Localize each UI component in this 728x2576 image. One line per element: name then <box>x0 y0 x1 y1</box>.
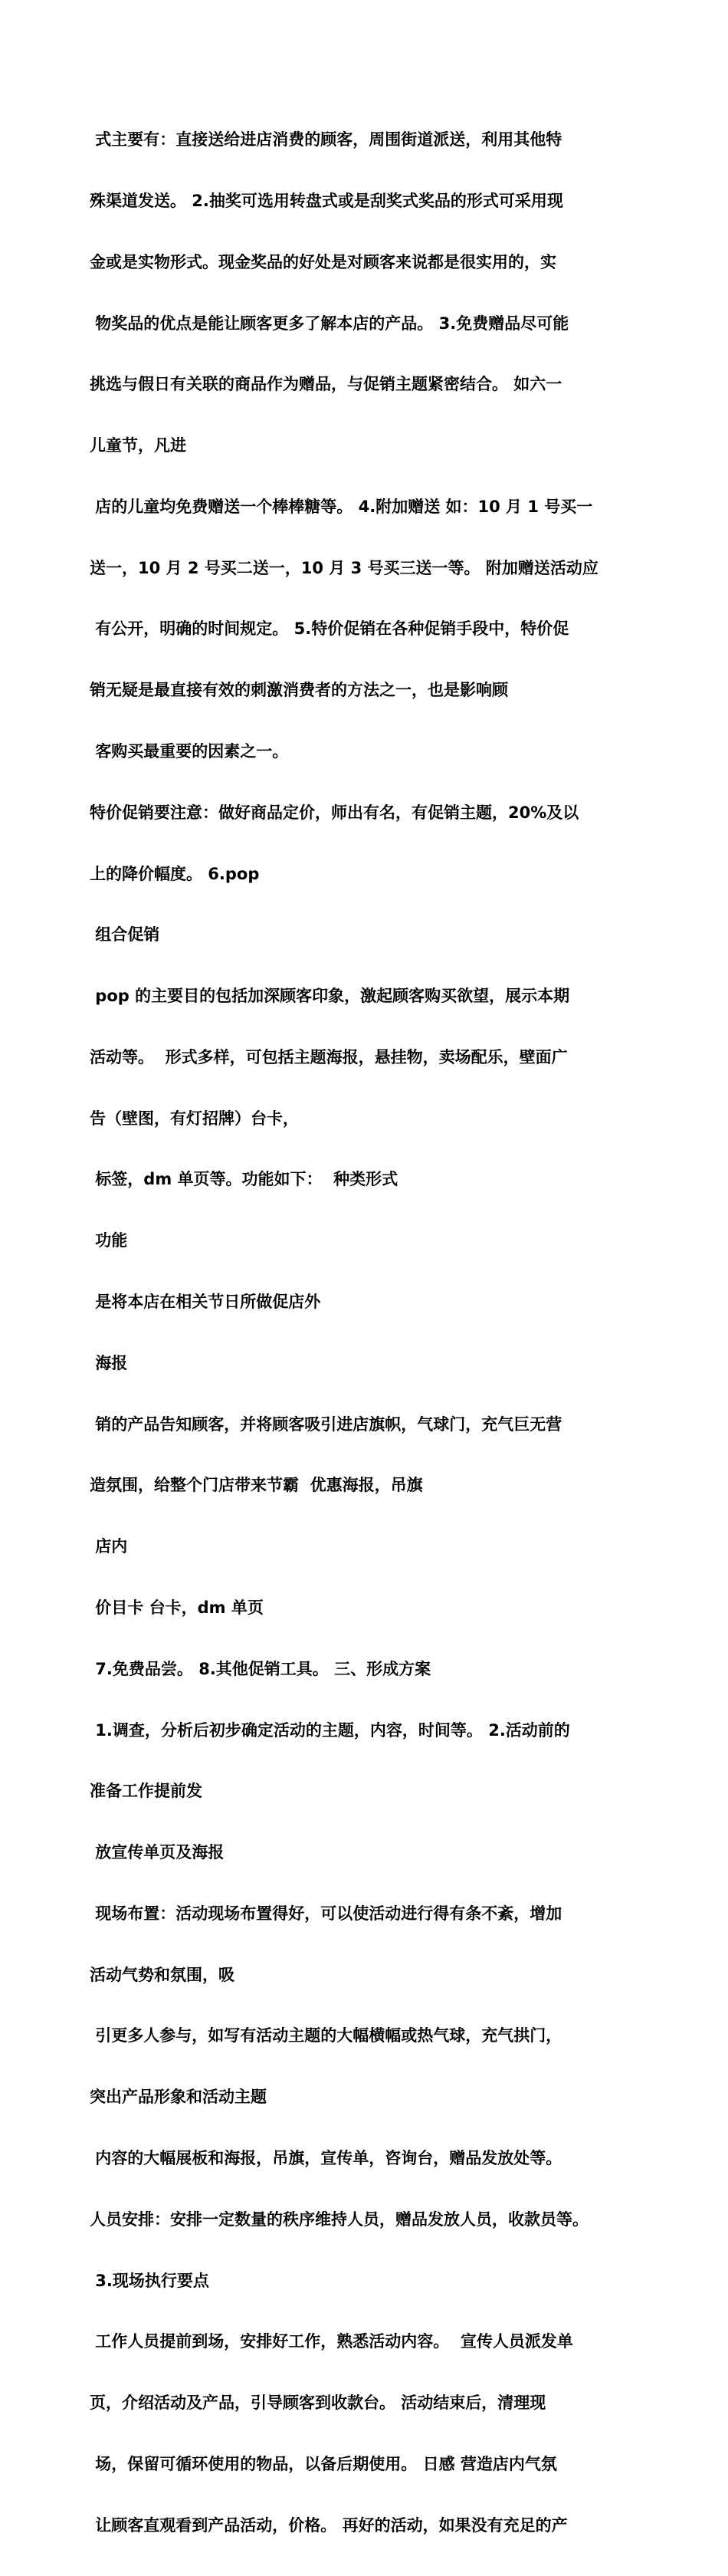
text-line: 送一，10 月 2 号买二送一，10 月 3 号买三送一等。 附加赠送活动应 <box>90 558 598 577</box>
text-line: 放宣传单页及海报 <box>90 1843 225 1862</box>
text-line: 殊渠道发送。 2.抽奖可选用转盘式或是刮奖式奖品的形式可采用现 <box>90 191 563 210</box>
text-line: 7.免费品尝。 8.其他促销工具。 三、形成方案 <box>90 1659 431 1678</box>
text-line: 3.现场执行要点 <box>90 2271 209 2290</box>
document-body-text <box>90 89 672 2576</box>
text-line: 工作人员提前到场，安排好工作，熟悉活动内容。 宣传人员派发单 <box>90 2332 573 2351</box>
text-line: 海报 <box>90 1353 128 1372</box>
text-line: 金或是实物形式。现金奖品的好处是对顾客来说都是很实用的，实 <box>90 252 556 271</box>
text-line: 是将本店在相关节日所做促店外 <box>90 1293 321 1312</box>
text-line: 现场布置：活动现场布置得好，可以使活动进行得有条不紊，增加 <box>90 1904 562 1923</box>
text-line: 式主要有：直接送给进店消费的顾客，周围街道派送，利用其他特 <box>90 130 562 150</box>
text-line: 引更多人参与，如写有活动主题的大幅横幅或热气球，充气拱门， <box>90 2026 562 2045</box>
text-line: 活动气势和氛围，吸 <box>90 1965 234 1984</box>
text-line: 价目卡 台卡，dm 单页 <box>90 1598 264 1617</box>
text-line: 组合促销 <box>90 925 160 945</box>
text-line: 销的产品告知顾客，并将顾客吸引进店旗帜，气球门，充气巨无营 <box>90 1414 562 1434</box>
text-line: 1.调查，分析后初步确定活动的主题，内容，时间等。 2.活动前的 <box>90 1720 570 1740</box>
text-line: 挑选与假日有关联的商品作为赠品，与促销主题紧密结合。 如六一 <box>90 375 562 394</box>
text-line: 页，介绍活动及产品，引导顾客到收款台。 活动结束后，清理现 <box>90 2394 546 2413</box>
text-line: 上的降价幅度。 6.pop <box>90 864 260 883</box>
text-line: 场，保留可循环使用的物品，以备后期使用。 日感 营造店内气氛 <box>90 2454 557 2473</box>
text-line: 内容的大幅展板和海报，吊旗，宣传单，咨询台，赠品发放处等。 <box>90 2148 562 2167</box>
text-line: 客购买最重要的因素之一。 <box>90 742 289 761</box>
text-line: 活动等。 形式多样，可包括主题海报，悬挂物，卖场配乐，壁面广 <box>90 1047 568 1066</box>
text-line: 物奖品的优点是能让顾客更多了解本店的产品。 3.免费赠品尽可能 <box>90 314 569 333</box>
text-line: 店的儿童均免费赠送一个棒棒糖等。 4.附加赠送 如：10 月 1 号买一 <box>90 497 593 516</box>
text-line: 让顾客直观看到产品活动，价格。 再好的活动，如果没有充足的产 <box>90 2515 568 2535</box>
text-line: 特价促销要注意：做好商品定价，师出有名，有促销主题，20%及以 <box>90 803 579 822</box>
text-line: pop 的主要目的包括加深顾客印象，激起顾客购买欲望，展示本期 <box>90 987 570 1006</box>
text-line: 标签，dm 单页等。功能如下： 种类形式 <box>90 1170 398 1189</box>
text-line: 儿童节，凡进 <box>90 436 186 455</box>
text-line: 准备工作提前发 <box>90 1782 202 1801</box>
text-line: 有公开，明确的时间规定。 5.特价促销在各种促销手段中，特价促 <box>90 619 569 639</box>
text-line: 功能 <box>90 1231 128 1250</box>
text-line: 造氛围，给整个门店带来节霸 优惠海报，吊旗 <box>90 1476 423 1495</box>
text-line: 突出产品形象和活动主题 <box>90 2088 267 2107</box>
text-line: 告（壁图，有灯招牌）台卡， <box>90 1109 299 1128</box>
text-line: 销无疑是最直接有效的刺激消费者的方法之一，也是影响顾 <box>90 681 508 700</box>
text-line: 店内 <box>90 1537 128 1556</box>
text-line: 人员安排：安排一定数量的秩序维持人员，赠品发放人员，收款员等。 <box>90 2210 589 2229</box>
